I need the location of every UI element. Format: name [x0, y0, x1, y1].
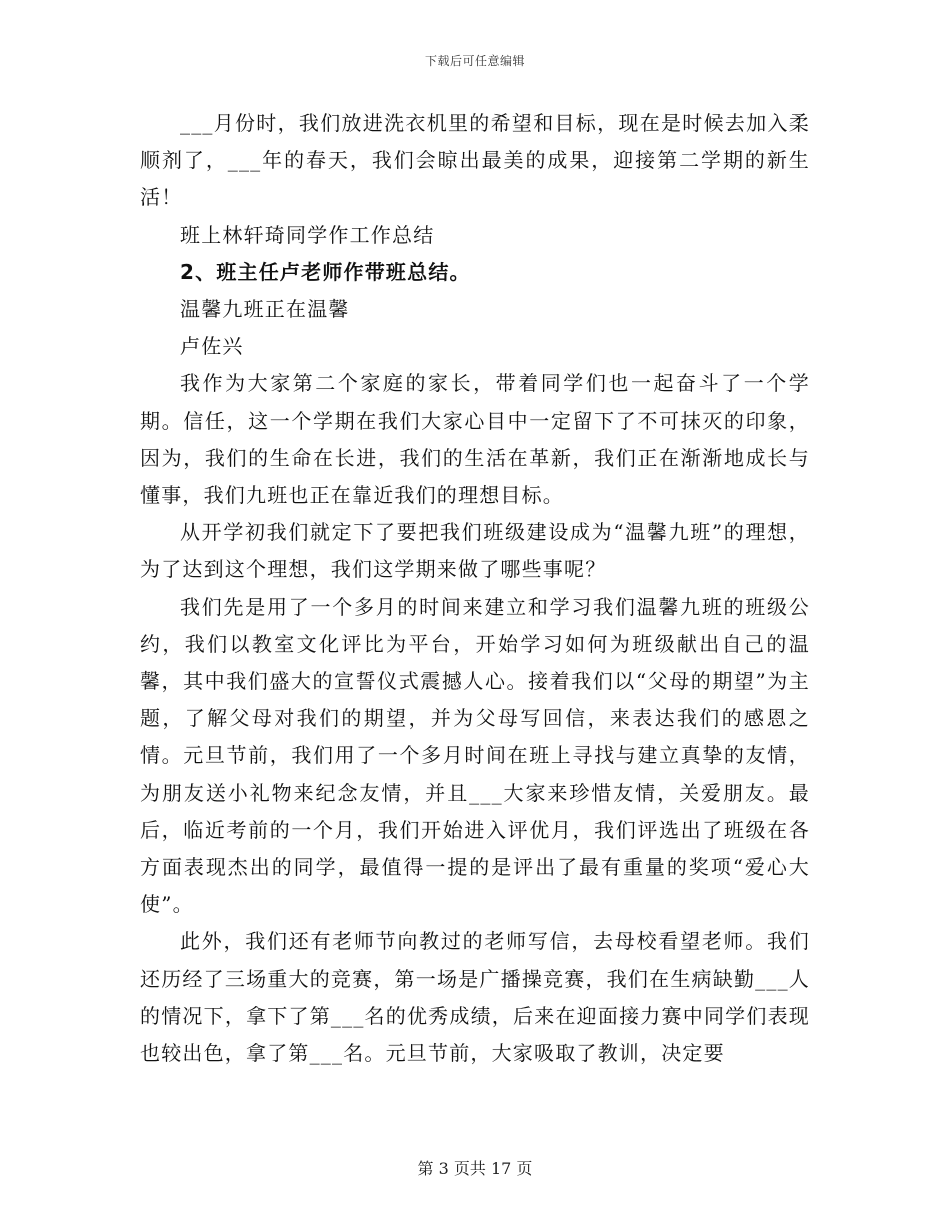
- paragraph-wash-metaphor: ___月份时，我们放进洗衣机里的希望和目标，现在是时候去加入柔顺剂了，___年的春天，我们会晾出最美的成果，迎接第二学期的新生活！: [140, 111, 810, 210]
- paragraph-competitions: 此外，我们还有老师节向教过的老师写信，去母校看望老师。我们还历经了三场重大的竞赛，第一场是广播操竞赛，我们在生病缺勤___人的情况下，拿下了第___名的优秀成绩，后来在迎面接力赛中同学们表现也较出色，拿了第___名。元旦节前，大家吸取了教训，决定要: [140, 929, 810, 1066]
- document-body: [140, 105, 810, 1072]
- paragraph-intro: 我作为大家第二个家庭的家长，带着同学们也一起奋斗了一个学期。信任，这一个学期在我们大家心目中一定留下了不可抹灭的印象，因为，我们的生命在长进，我们的生活在革新，我们正在渐渐地成长与懂事，我们九班也正在靠近我们的理想目标。: [140, 371, 810, 508]
- paragraph-student-summary-heading: 班上林轩琦同学作工作总结: [180, 222, 435, 247]
- page-footer-page-number: 第 3 页共 17 页: [417, 1159, 533, 1178]
- page-header: 下载后可任意编辑: [424, 54, 525, 68]
- paragraph-activities: 我们先是用了一个多月的时间来建立和学习我们温馨九班的班级公约，我们以教室文化评比为平台，开始学习如何为班级献出自己的温馨，其中我们盛大的宣誓仪式震撼人心。接着我们以“父母的期望”为主题，了解父母对我们的期望，并为父母写回信，来表达我们的感恩之情。元旦节前，我们用了一个多月时间在班上寻找与建立真挚的友情，为朋友送小礼物来纪念友情，并且___大家来珍惜友情，关爱朋友。最后，临近考前的一个月，我们开始进入评优月，我们评选出了班级在各方面表现杰出的同学，最值得一提的是评出了最有重量的奖项“爱心大使”。: [140, 594, 810, 917]
- article-title: 温馨九班正在温馨: [180, 297, 350, 322]
- article-author: 卢佐兴: [180, 334, 244, 359]
- section-heading-teacher-summary: 2、班主任卢老师作带班总结。: [180, 259, 471, 284]
- paragraph-goal: 从开学初我们就定下了要把我们班级建设成为“温馨九班”的理想，为了达到这个理想，我们这学期来做了哪些事呢？: [140, 520, 810, 582]
